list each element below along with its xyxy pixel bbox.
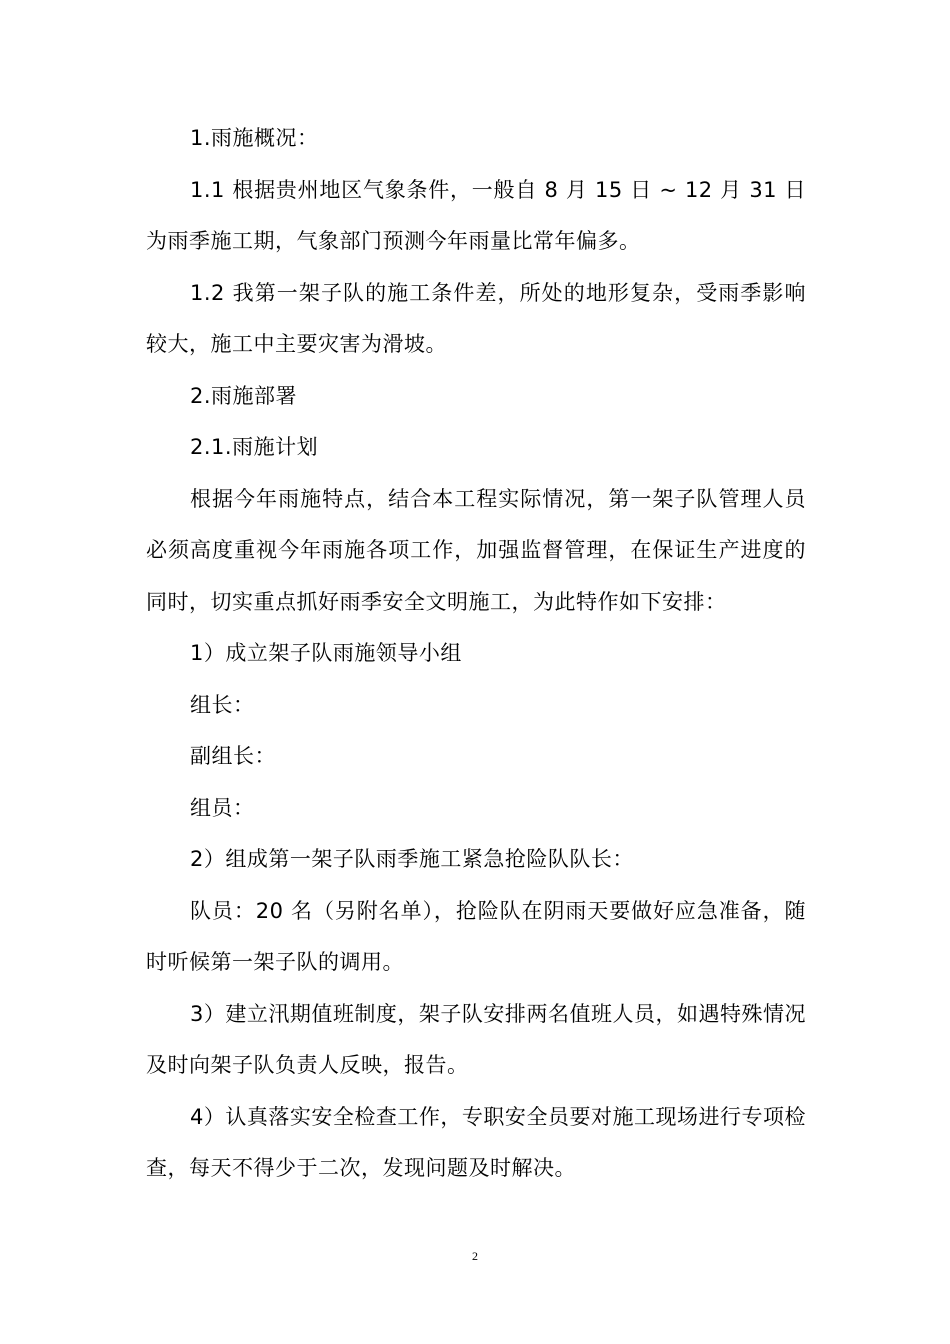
section-heading-rain-overview: 1.雨施概况： — [190, 126, 319, 150]
page-number: 2 — [472, 1249, 478, 1263]
field-group-members: 组员： — [190, 795, 255, 820]
field-group-leader: 组长： — [190, 692, 255, 717]
subsection-heading-rain-plan: 2.1.雨施计划 — [190, 435, 319, 459]
paragraph-team-members: 队员：20 名（另附名单），抢险队在阴雨天要做好应急准备，随时听候第一架子队的调用。 — [146, 898, 806, 974]
document-body — [146, 113, 806, 1195]
paragraph-1-1: 1.1 根据贵州地区气象条件，一般自 8 月 15 日 ~ 12 月 31 日为雨季施工期，气象部门预测今年雨量比常年偏多。 — [146, 177, 806, 253]
list-item-leadership-group: 1）成立架子队雨施领导小组 — [190, 641, 462, 665]
field-deputy-leader: 副组长： — [190, 744, 276, 768]
section-heading-rain-deployment: 2.雨施部署 — [190, 383, 298, 408]
list-item-safety-inspection: 4）认真落实安全检查工作，专职安全员要对施工现场进行专项检查，每天不得少于二次，发现问题及时解决。 — [146, 1104, 806, 1180]
list-item-emergency-team: 2）组成第一架子队雨季施工紧急抢险队队长： — [190, 847, 634, 871]
paragraph-1-2: 1.2 我第一架子队的施工条件差，所处的地形复杂，受雨季影响较大，施工中主要灾害为滑坡。 — [146, 280, 806, 356]
list-item-duty-system: 3）建立汛期值班制度，架子队安排两名值班人员，如遇特殊情况及时向架子队负责人反映，报告。 — [146, 1001, 806, 1077]
paragraph-plan-intro: 根据今年雨施特点，结合本工程实际情况，第一架子队管理人员必须高度重视今年雨施各项工作，加强监督管理，在保证生产进度的同时，切实重点抓好雨季安全文明施工，为此特作如下安排： — [146, 486, 806, 614]
